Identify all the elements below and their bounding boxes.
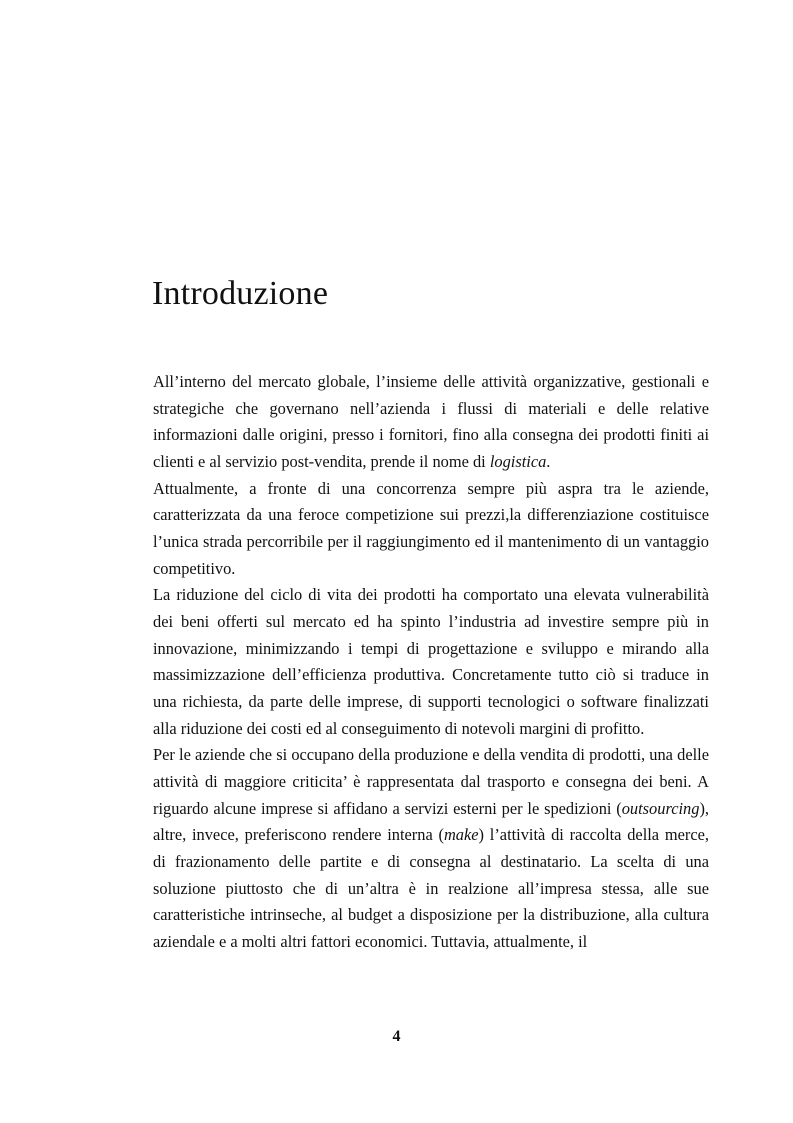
body-text (153, 369, 709, 956)
paragraph-competition (153, 476, 709, 583)
paragraph-text: All’interno del mercato globale, l’insieme delle attività organizzative, gestionali e strategiche che governano nell’azienda i flussi di materiali e delle relative informazioni dalle origini, presso i fornitori, fino alla consegna dei prodotti finiti ai clienti e al servizio post-vendita, prende il nome di (153, 372, 709, 472)
paragraph-text: ) l’attività di raccolta della merce, di frazionamento delle partite e di consegna al destinatario. La scelta di una soluzione piuttosto che di un’altra è in realzione all’impresa stessa, alle sue caratteristiche intrinseche, al budget a disposizione per la distribuzione, alla cultura aziendale e a molti altri fattori economici. Tuttavia, attualmente, il (153, 825, 709, 952)
paragraph-text: Per le aziende che si occupano della produzione e della vendita di prodotti, una delle attività di maggiore criticita’ è rappresentata dal trasporto e consegna dei beni. A riguardo alcune imprese si affidano a servizi esterni per le spedizioni ( (153, 745, 709, 818)
chapter-title: Introduzione (152, 275, 329, 312)
emphasis-logistica: logistica (489, 452, 547, 472)
emphasis-make: make (443, 825, 479, 845)
paragraph-logistica-definition (153, 369, 709, 476)
paragraph-product-lifecycle (153, 582, 709, 742)
emphasis-outsourcing: outsourcing (621, 798, 700, 818)
paragraph-text: Attualmente, a fronte di una concorrenza sempre più aspra tra le aziende, caratterizzata da una feroce competizione sui prezzi,la differenziazione costituisce l’unica strada percorribile per il raggiungimento ed il mantenimento di un vantaggio competitivo. (153, 478, 709, 578)
paragraph-text: La riduzione del ciclo di vita dei prodotti ha comportato una elevata vulnerabilità dei beni offerti sul mercato ed ha spinto l’industria ad investire sempre più in innovazione, minimizzando i tempi di progettazione e sviluppo e mirando alla massimizzazione dell’efficienza produttiva. Concretamente tutto ciò si traduce in una richiesta, da parte delle imprese, di supporti tecnologici o software finalizzati alla riduzione dei costi ed al conseguimento di notevoli margini di profitto. (153, 585, 709, 738)
paragraph-transport-delivery (153, 742, 709, 955)
paragraph-text: . (546, 452, 551, 472)
paragraph-text: ), altre, invece, preferiscono rendere interna ( (153, 798, 709, 845)
page-number: 4 (392, 1028, 401, 1045)
